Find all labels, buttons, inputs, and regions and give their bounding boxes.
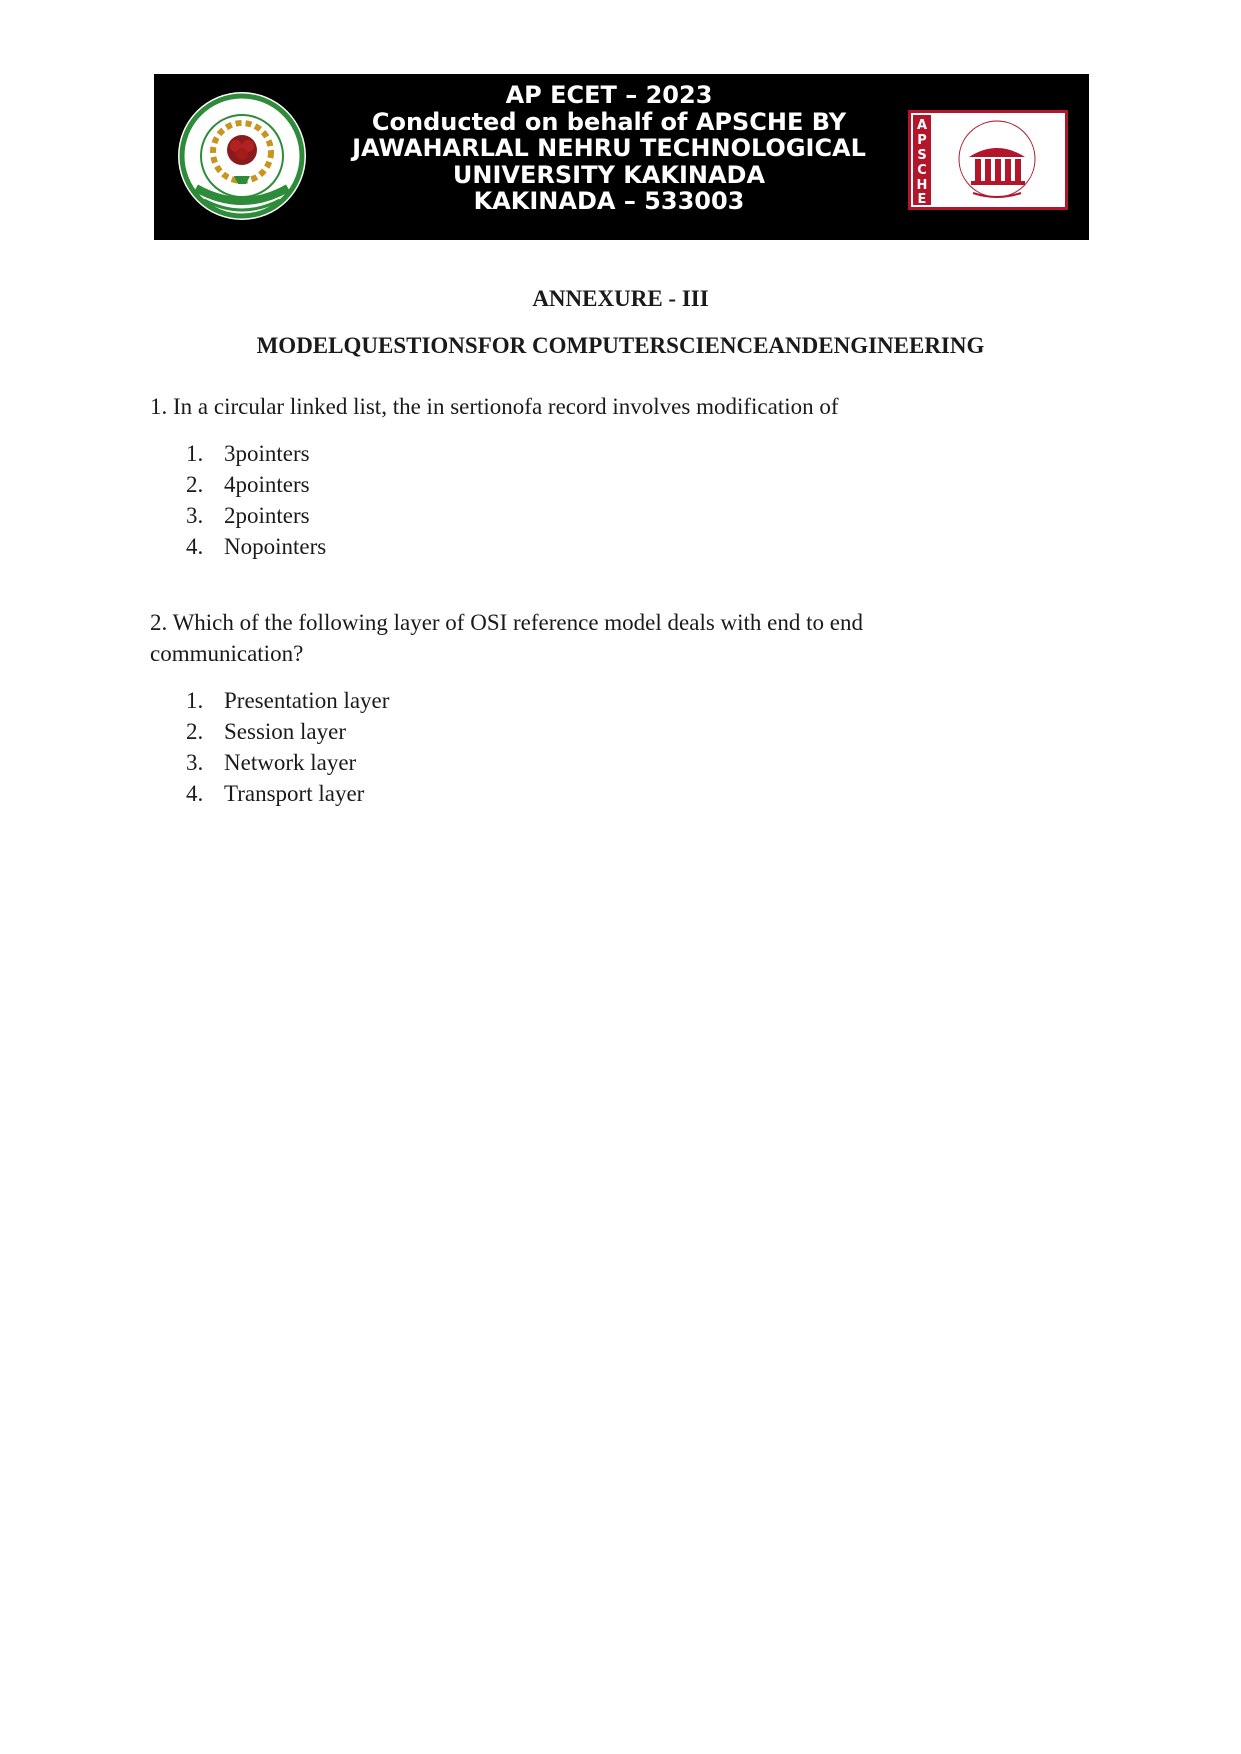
banner-line-exam: AP ECET – 2023 <box>505 81 713 109</box>
annexure-title: ANNEXURE - III <box>532 286 709 311</box>
svg-text:P: P <box>917 133 927 148</box>
banner-text <box>304 82 914 215</box>
option-item: 2. Session layer <box>186 719 347 744</box>
question-1 <box>150 391 1110 422</box>
option-item: 2. 4pointers <box>186 472 310 497</box>
banner-line-city: KAKINADA – 533003 <box>473 187 745 215</box>
option-item: 4. Transport layer <box>186 781 365 806</box>
question-1-options <box>150 438 326 562</box>
banner-line-conducted: Conducted on behalf of APSCHE BY <box>371 107 847 136</box>
option-item: 1. 3pointers <box>186 441 310 466</box>
header-banner <box>154 74 1089 240</box>
question-2-text-line1: 2. Which of the following layer of OSI reference model deals with end to end <box>150 610 863 635</box>
section-title: MODELQUESTIONSFOR COMPUTERSCIENCEANDENGINEERING <box>256 333 985 358</box>
svg-text:H: H <box>916 178 928 193</box>
university-seal-icon <box>174 88 310 224</box>
question-1-text: 1. In a circular linked list, the in sertionofa record involves modification of <box>150 394 839 419</box>
svg-text:A: A <box>916 118 928 133</box>
question-2-options <box>150 685 389 809</box>
svg-text:S: S <box>917 148 927 163</box>
svg-text:E: E <box>917 192 927 207</box>
banner-line-university: JAWAHARLAL NEHRU TECHNOLOGICAL <box>352 134 866 162</box>
option-item: 3. Network layer <box>186 750 357 775</box>
question-2-text-line2: communication? <box>150 641 304 666</box>
apsche-emblem-icon <box>911 113 1065 207</box>
question-2 <box>150 607 1110 669</box>
option-item: 4. Nopointers <box>186 534 327 559</box>
option-item: 3. 2pointers <box>186 503 310 528</box>
apsche-logo <box>908 110 1068 210</box>
svg-text:C: C <box>917 163 927 178</box>
banner-line-university-name: UNIVERSITY KAKINADA <box>452 160 766 189</box>
option-item: 1. Presentation layer <box>186 688 390 713</box>
